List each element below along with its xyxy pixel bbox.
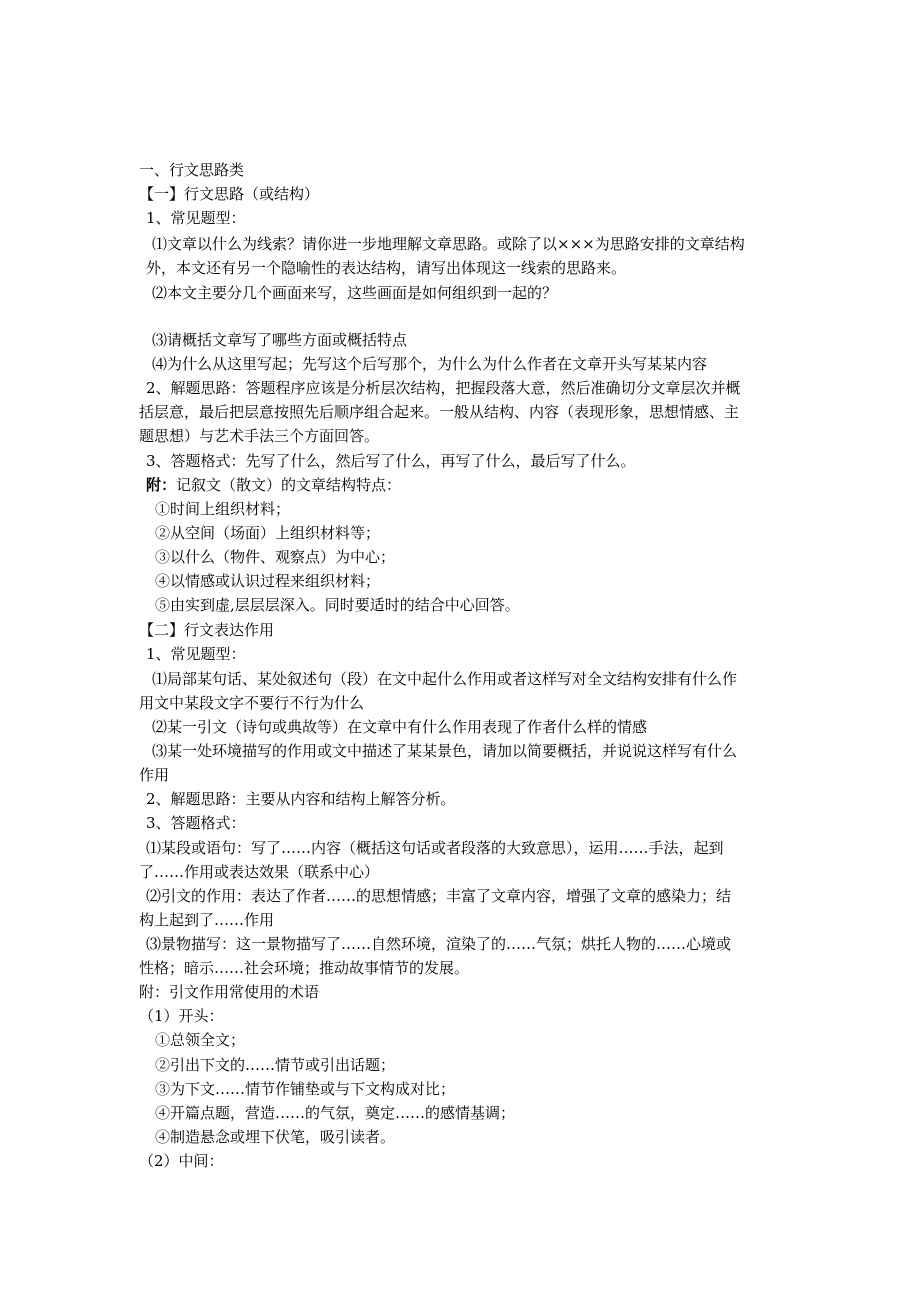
appendix-prefix: 附： bbox=[146, 476, 177, 494]
list-item: ③为下文……情节作铺垫或与下文构成对比； bbox=[155, 1080, 456, 1098]
subsection-heading: 【一】行文思路（或结构） bbox=[139, 185, 320, 203]
text-line: ⑴某段或语句：写了……内容（概括这句话或者段落的大致意思），运用……手法，起到 bbox=[146, 839, 724, 857]
text-line: （1）开头： bbox=[139, 1007, 224, 1025]
text-line: 作用 bbox=[139, 766, 170, 784]
text-line: 2、解题思路：答题程序应该是分析层次结构，把握段落大意，然后准确切分文章层次并概 bbox=[146, 379, 741, 397]
text-line: 性格；暗示……社会环境；推动故事情节的发展。 bbox=[139, 959, 470, 977]
list-item: ②从空间（场面）上组织材料等； bbox=[155, 524, 381, 542]
text-line: ⑴文章以什么为线索？请你进一步地理解文章思路。或除了以×××为思路安排的文章结构 bbox=[152, 235, 745, 253]
appendix-line bbox=[146, 473, 401, 497]
text-line: ⑴局部某句话、某处叙述句（段）在文中起什么作用或者这样写对全文结构安排有什么作 bbox=[152, 670, 738, 688]
text-line: ⑶景物描写：这一景物描写了……自然环境，渲染了的……气氛；烘托人物的……心境或 bbox=[146, 935, 732, 953]
text-line: 括层意，最后把层意按照先后顺序组合起来。一般从结构、内容（表现形象，思想情感、主 bbox=[139, 403, 740, 421]
subsection-heading: 【二】行文表达作用 bbox=[139, 621, 275, 639]
text-line: 附：引文作用常使用的术语 bbox=[139, 983, 320, 1001]
list-item: ④开篇点题，营造……的气氛，奠定……的感情基调； bbox=[155, 1104, 516, 1122]
list-item: ④以情感或认识过程来组织材料； bbox=[155, 572, 381, 590]
list-item: ④制造悬念或埋下伏笔，吸引读者。 bbox=[155, 1128, 396, 1146]
section-heading: 一、行文思路类 bbox=[139, 161, 245, 179]
text-line: 题思想）与艺术手法三个方面回答。 bbox=[139, 427, 380, 445]
text-line: ⑶请概括文章写了哪些方面或概括特点 bbox=[152, 331, 408, 349]
text-line: 用文中某段文字不要行不行为什么 bbox=[139, 694, 365, 712]
list-item: ①时间上组织材料； bbox=[155, 500, 291, 518]
text-line: ⑷为什么从这里写起；先写这个后写那个，为什么为什么作者在文章开头写某某内容 bbox=[152, 355, 708, 373]
appendix-text: 记叙文（散文）的文章结构特点： bbox=[176, 476, 402, 494]
text-line: 构上起到了……作用 bbox=[139, 911, 275, 929]
text-line: 3、答题格式： bbox=[146, 814, 246, 832]
list-item: ①总领全文； bbox=[155, 1031, 246, 1049]
text-line: ⑵本文主要分几个画面来写，这些画面是如何组织到一起的？ bbox=[152, 284, 558, 302]
text-line: 2、解题思路：主要从内容和结构上解答分析。 bbox=[146, 790, 456, 808]
text-line: 3、答题格式：先写了什么，然后写了什么，再写了什么，最后写了什么。 bbox=[146, 452, 636, 470]
text-line: 1、常见题型： bbox=[146, 209, 246, 227]
text-line: ⑵某一引文（诗句或典故等）在文章中有什么作用表现了作者什么样的情感 bbox=[152, 718, 648, 736]
text-line: ⑵引文的作用：表达了作者……的思想情感；丰富了文章内容，增强了文章的感染力；结 bbox=[146, 887, 732, 905]
list-item: ③以什么（物件、观察点）为中心； bbox=[155, 548, 396, 566]
text-line: ⑶某一处环境描写的作用或文中描述了某某景色，请加以简要概括，并说说这样写有什么 bbox=[152, 742, 738, 760]
text-line: 1、常见题型： bbox=[146, 645, 246, 663]
text-line: （2）中间： bbox=[139, 1152, 224, 1170]
text-line: 了……作用或表达效果（联系中心） bbox=[139, 863, 380, 881]
list-item: ②引出下文的……情节或引出话题； bbox=[155, 1056, 396, 1074]
text-line: 外，本文还有另一个隐喻性的表达结构，请写出体现这一线索的思路来。 bbox=[146, 259, 627, 277]
list-item: ⑤由实到虚,层层层深入。同时要适时的结合中心回答。 bbox=[155, 596, 520, 614]
